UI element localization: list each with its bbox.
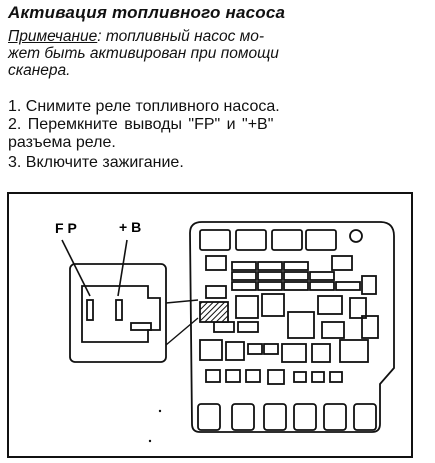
step-2: 2. Перемкните выводы "FP" и "+B" bbox=[8, 116, 274, 133]
step-3: 3. Включите зажигание. bbox=[8, 154, 184, 171]
fp-leader-line bbox=[62, 240, 90, 296]
section-title: Активация топливного насоса bbox=[8, 3, 286, 22]
note-line-3: сканера. bbox=[8, 62, 71, 79]
note-line-1: : топливный насос мо- bbox=[97, 28, 265, 45]
fuse-relay-box bbox=[190, 222, 394, 432]
fuel-pump-relay-location bbox=[200, 302, 228, 322]
note-line-2: жет быть активирован при помощи bbox=[8, 45, 279, 62]
b-terminal-label: + B bbox=[119, 219, 142, 235]
relay-connector bbox=[70, 264, 166, 362]
step-2-continued: разъема реле. bbox=[8, 134, 116, 151]
b-leader-line bbox=[118, 240, 127, 296]
fp-terminal-label: F P bbox=[55, 220, 77, 236]
note-label: Примечание bbox=[8, 28, 98, 45]
step-1: 1. Снимите реле топливного насоса. bbox=[8, 98, 280, 115]
